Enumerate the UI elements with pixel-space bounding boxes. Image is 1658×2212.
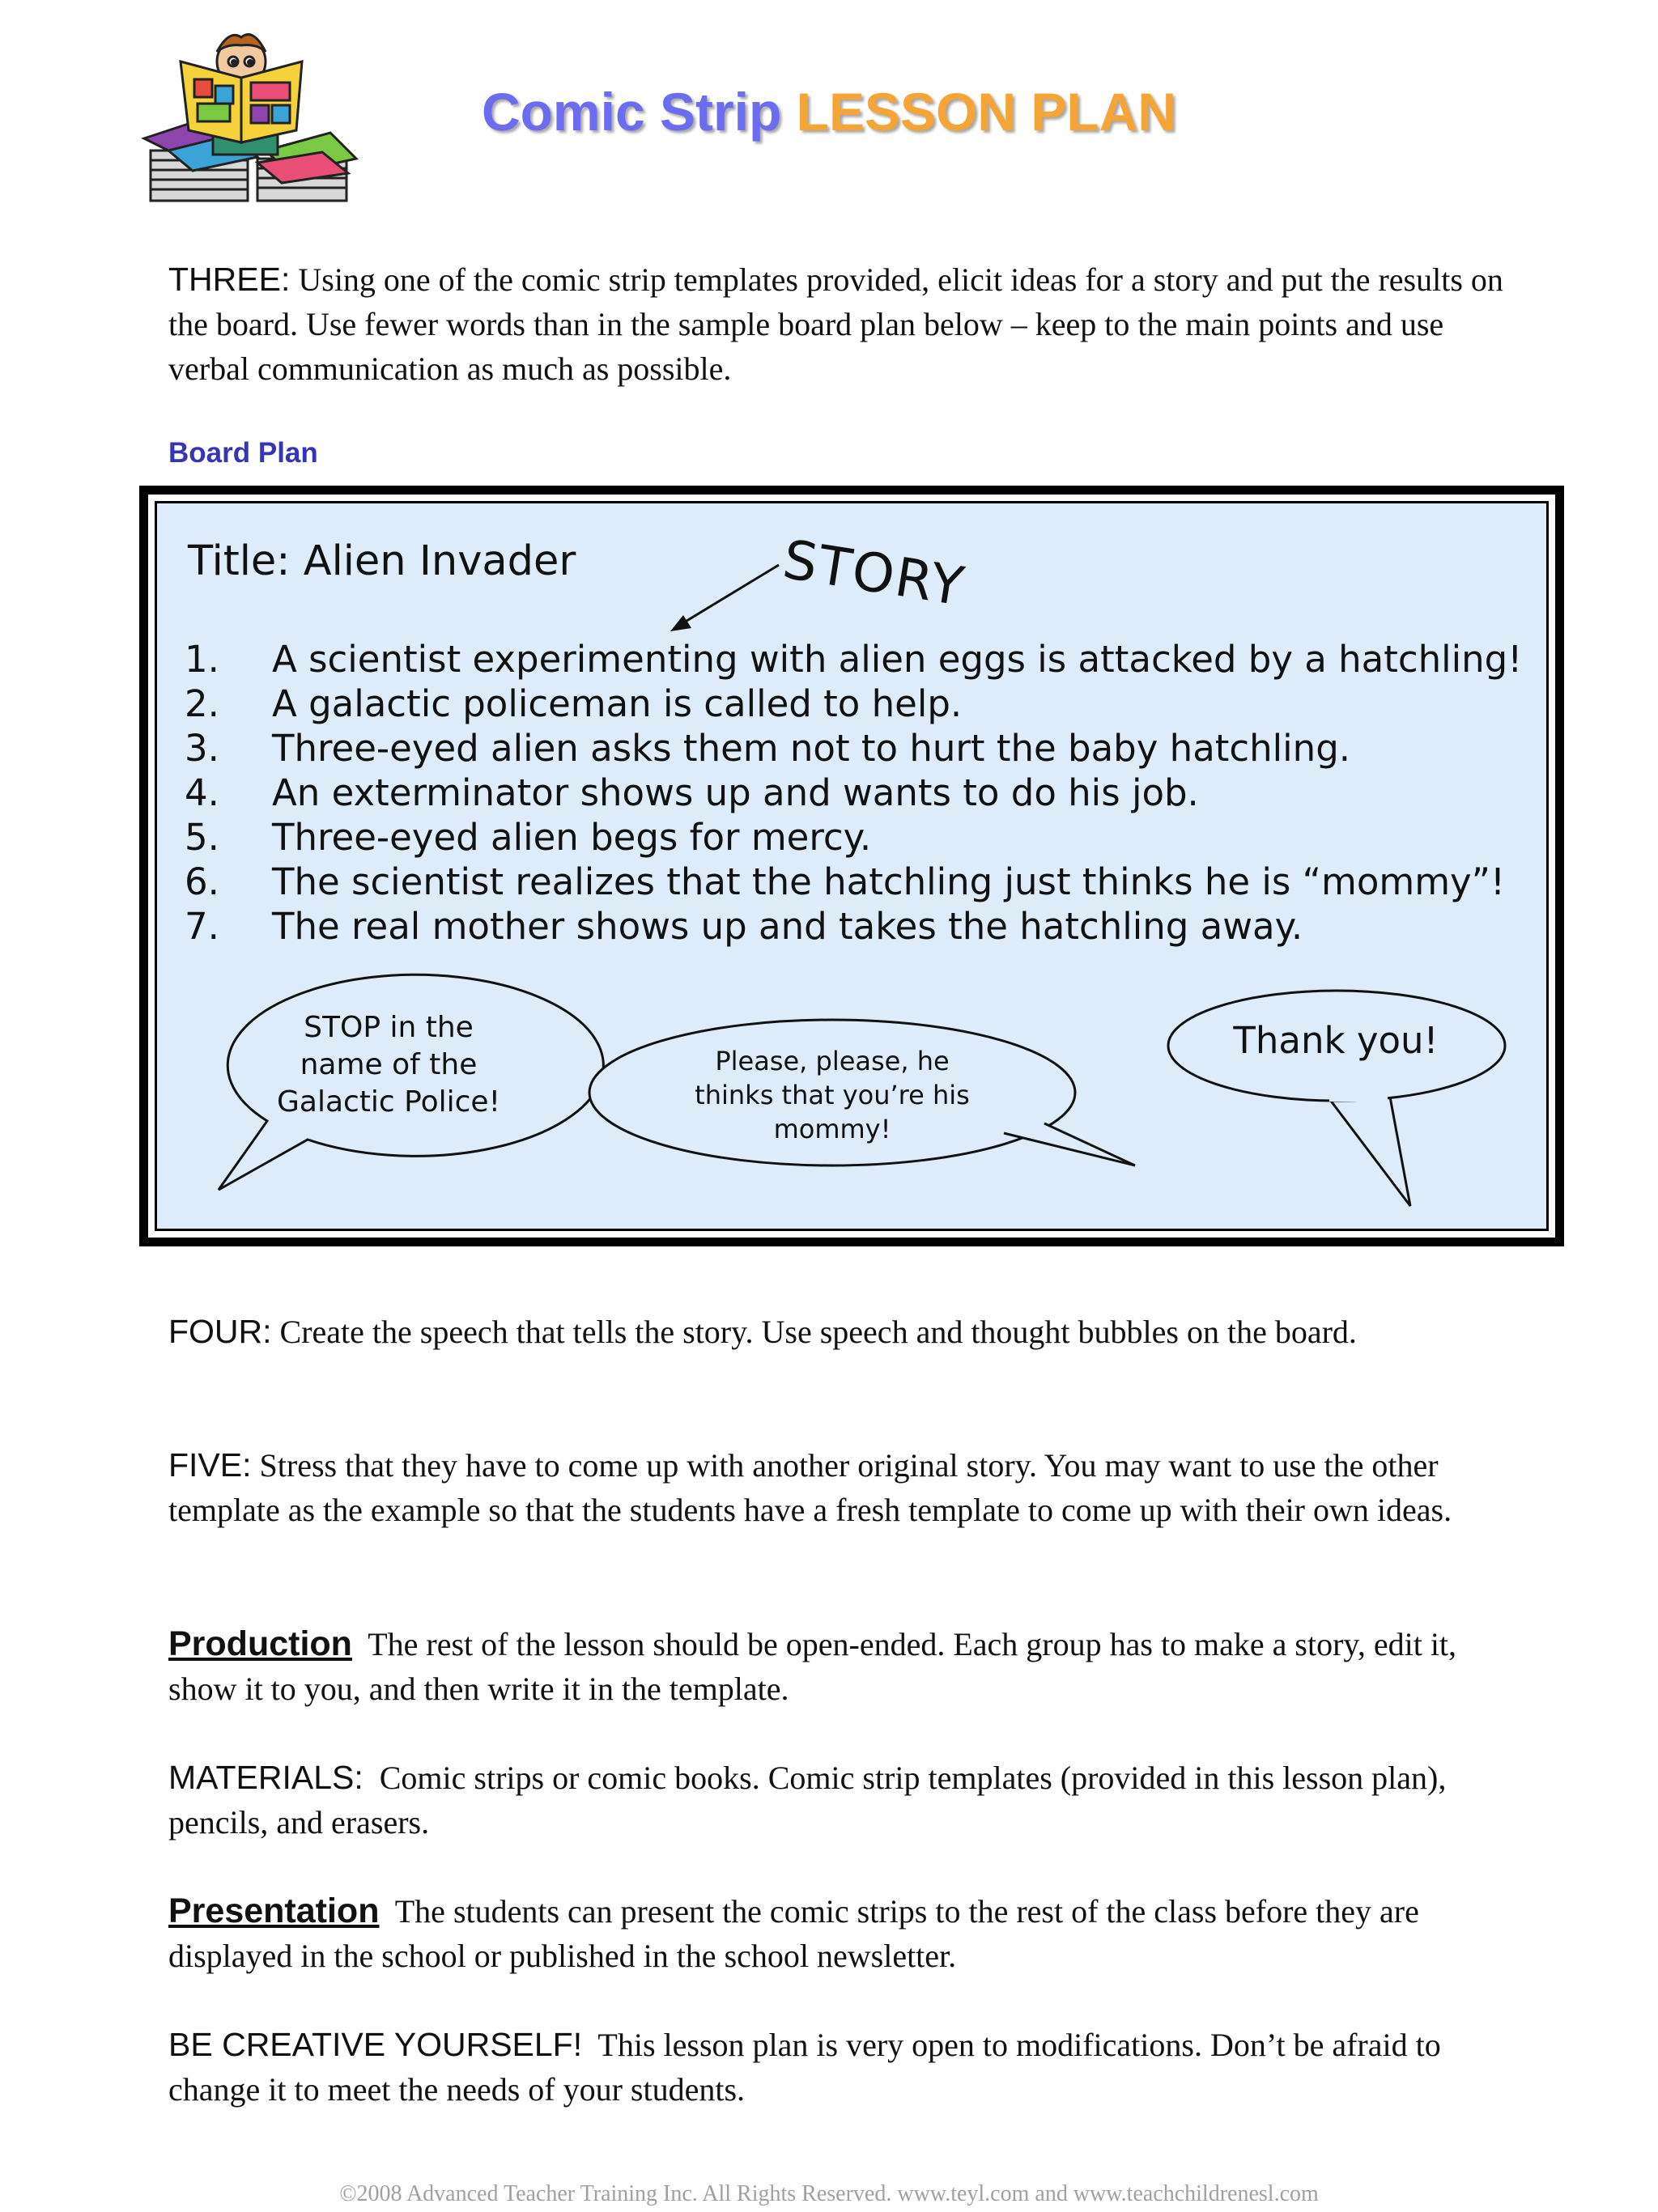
board-title: Title: Alien Invader [188,537,576,585]
section-five-lead: FIVE: [168,1446,252,1484]
board-plan-label: Board Plan [168,437,318,469]
footer-copyright: ©2008 Advanced Teacher Training Inc. All Rights Reserved. www.teyl.com and www.teachchildrenesl.com [339,2181,1319,2206]
story-item: 1. A scientist experimenting with alien eggs is attacked by a hatchling! [185,638,1523,681]
section-five [168,1443,1522,1532]
section-presentation-lead: Presentation [168,1891,380,1930]
section-production [168,1622,1522,1711]
section-materials-text: Comic strips or comic books. Comic strip templates (provided in this lesson plan), pencils, and erasers. [168,1760,1447,1841]
title-part-lesson-plan: LESSON PLAN [796,82,1177,142]
story-item: 7. The real mother shows up and takes the hatchling away. [185,905,1303,948]
story-item: 3. Three-eyed alien asks them not to hurt the baby hatchling. [185,727,1351,770]
story-item: 2. A galactic policeman is called to help. [185,682,963,725]
section-materials [168,1756,1522,1845]
section-be-creative-lead: BE CREATIVE YOURSELF! [168,2026,583,2063]
section-production-text: The rest of the lesson should be open-ended. Each group has to make a story, edit it, show it to you, and then write it in the template. [168,1626,1457,1707]
section-presentation-text: The students can present the comic strips to the rest of the class before they are displayed in the school or published in the school newsletter. [168,1893,1419,1974]
speech-bubble-thanks-text: Thank you! [1233,1019,1439,1062]
section-be-creative [168,2023,1522,2112]
section-five-text: Stress that they have to come up with another original story. You may want to use the other template as the example so that the students have a fresh template to come up with their own ideas. [168,1447,1452,1528]
section-three-lead: THREE: [168,261,291,298]
section-be-creative-text: This lesson plan is very open to modifications. Don’t be afraid to change it to meet the needs of your students. [168,2027,1441,2108]
section-three-text: Using one of the comic strip templates provided, elicit ideas for a story and put the results on the board. Use fewer words than in the sample board plan below – keep to the main points and use verbal communication as much as possible. [168,261,1503,387]
section-materials-lead: MATERIALS: [168,1759,363,1796]
story-item: 5. Three-eyed alien begs for mercy. [185,816,872,859]
section-four-lead: FOUR: [168,1313,272,1350]
section-presentation [168,1889,1522,1978]
story-label: STORY [778,528,970,618]
speech-bubble-please-text: Please, please, he thinks that you’re his mommy! [695,1046,970,1144]
story-item: 6. The scientist realizes that the hatchling just thinks he is “mommy”! [185,860,1506,903]
section-production-lead: Production [168,1624,352,1663]
section-four-text: Create the speech that tells the story. Use speech and thought bubbles on the board. [279,1314,1357,1350]
speech-bubble-thanks [1328,1093,1410,1206]
title-part-comic-strip: Comic Strip [481,82,782,142]
story-item: 4. An exterminator shows up and wants to do his job. [185,771,1199,814]
section-four [168,1310,1522,1354]
speech-bubble-police-text: STOP in the name of the Galactic Police! [277,1011,500,1119]
